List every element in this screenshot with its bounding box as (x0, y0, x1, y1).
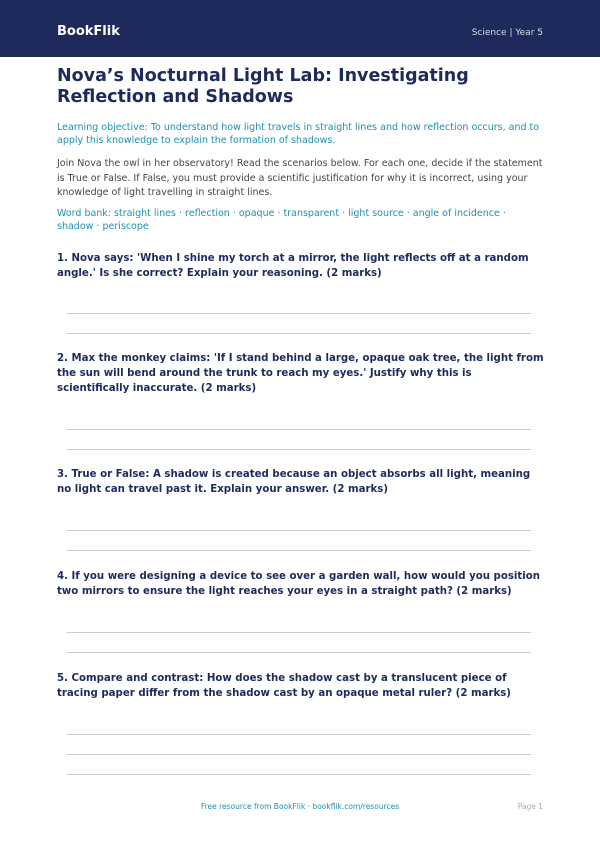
question-1: 1. Nova says: 'When I shine my torch at a mirror, the light reflects off at a random angle.' Is she correct? Explain your reasoning. (2 marks) (57, 253, 529, 279)
answer-line[interactable] (67, 774, 531, 775)
page-header (0, 0, 600, 57)
subject-year-label: Science | Year 5 (471, 28, 543, 38)
answer-line[interactable] (67, 313, 531, 314)
brand-logo: BookFlik (57, 24, 120, 39)
answer-line[interactable] (67, 632, 531, 633)
question-5: 5. Compare and contrast: How does the shadow cast by a translucent piece of tracing paper differ from the shadow cast by an opaque metal ruler? (2 marks) (57, 673, 511, 699)
answer-line[interactable] (67, 429, 531, 430)
answer-line[interactable] (67, 530, 531, 531)
answer-line[interactable] (67, 652, 531, 653)
footer-credit[interactable]: Free resource from BookFlik · bookflik.com/resources (200, 802, 400, 811)
answer-line[interactable] (67, 734, 531, 735)
learning-objective: Learning objective: To understand how light travels in straight lines and how reflection occurs, and to apply this knowledge to explain the formation of shadows. (57, 122, 540, 146)
answer-line[interactable] (67, 550, 531, 551)
answer-line[interactable] (67, 333, 531, 334)
answer-line[interactable] (67, 449, 531, 450)
question-4: 4. If you were designing a device to see over a garden wall, how would you position two mirrors to ensure the light reaches your eyes in a straight path? (2 marks) (57, 571, 541, 597)
intro-text: Join Nova the owl in her observatory! Read the scenarios below. For each one, decide if the statement is True or False. If False, you must provide a scientific justification for why it is incorrect, using your knowledge of light travelling in straight lines. (57, 158, 543, 198)
worksheet-title: Nova’s Nocturnal Light Lab: Investigating Reflection and Shadows (57, 66, 469, 107)
word-bank: Word bank: straight lines · reflection · opaque · transparent · light source · angle of incidence · shadow · periscope (57, 208, 506, 232)
page-number: Page 1 (517, 802, 543, 811)
question-3: 3. True or False: A shadow is created because an object absorbs all light, meaning no light can travel past it. Explain your answer. (2 marks) (57, 469, 531, 495)
answer-line[interactable] (67, 754, 531, 755)
question-2: 2. Max the monkey claims: 'If I stand behind a large, opaque oak tree, the light from the sun will bend around the trunk to reach my eyes.' Justify why this is scientifically inaccurate. (2 marks) (57, 353, 544, 394)
